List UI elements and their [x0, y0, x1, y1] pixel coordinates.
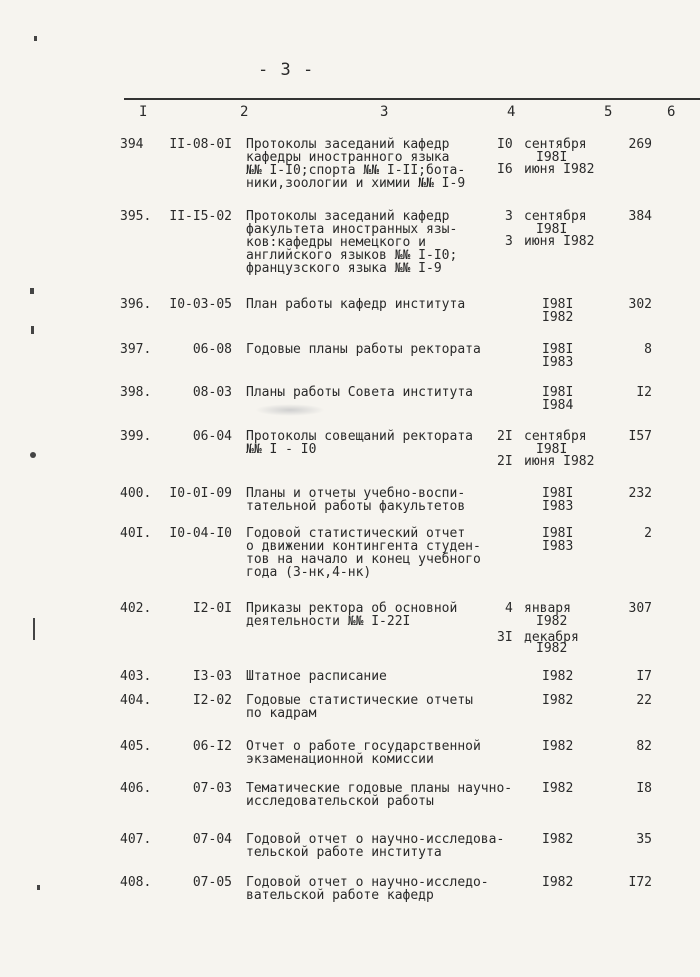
record-code: 06-I2 [192, 739, 232, 754]
record-title-line: года (3-нк,4-нк) [246, 565, 372, 580]
record-title-line: вательской работе кафедр [246, 888, 434, 903]
record-title-line: Годовой статистический отчет [246, 526, 466, 541]
column-number: 3 [380, 104, 389, 120]
record-title-line: факультета иностранных язы- [246, 222, 458, 237]
record-date-text: I983 [542, 499, 574, 514]
record-number: 406. [120, 781, 152, 796]
record-date-day: I6 [497, 162, 513, 177]
record-sheet-count: 307 [628, 601, 652, 616]
record-date-text: января [524, 601, 571, 616]
margin-mark [33, 618, 35, 640]
record-date-day: 2I [497, 454, 513, 469]
record-number: 400. [120, 486, 152, 501]
record-sheet-count: I2 [636, 385, 652, 400]
record-date-text: I98I [542, 385, 574, 400]
record-sheet-count: I72 [628, 875, 652, 890]
record-code: 06-04 [192, 429, 232, 444]
record-code: I0-0I-09 [169, 486, 232, 501]
record-sheet-count: I57 [628, 429, 652, 444]
record-number: 399. [120, 429, 152, 444]
record-sheet-count: 384 [628, 209, 652, 224]
margin-mark [30, 452, 36, 458]
record-date-day: 3 [505, 234, 513, 249]
record-date-text: декабря [524, 630, 579, 645]
record-title-line: исследовательской работы [246, 794, 434, 809]
record-title-line: Планы и отчеты учебно-воспи- [246, 486, 466, 501]
record-date-text: июня I982 [524, 162, 595, 177]
record-sheet-count: 22 [636, 693, 652, 708]
record-title-line: Годовой отчет о научно-исследо- [246, 875, 489, 890]
record-code: I2-02 [192, 693, 232, 708]
margin-mark [30, 288, 34, 294]
record-date-text: I98I [542, 342, 574, 357]
record-date-text: сентября [524, 209, 587, 224]
record-number: 403. [120, 669, 152, 684]
record-date-text: I982 [542, 310, 574, 325]
margin-mark [34, 36, 37, 41]
record-code: II-I5-02 [169, 209, 232, 224]
record-code: I0-04-I0 [169, 526, 232, 541]
record-sheet-count: 8 [644, 342, 652, 357]
record-date-text: I982 [542, 832, 574, 847]
record-sheet-count: I8 [636, 781, 652, 796]
page-number: - 3 - [258, 60, 315, 80]
record-title-line: английского языков №№ I-I0; [246, 248, 458, 263]
record-title-line: тательной работы факультетов [246, 499, 466, 514]
record-date-text: I982 [542, 693, 574, 708]
record-title-line: Протоколы заседаний кафедр [246, 209, 450, 224]
record-number: 402. [120, 601, 152, 616]
record-code: I0-03-05 [169, 297, 232, 312]
record-sheet-count: I7 [636, 669, 652, 684]
record-date-text: I983 [542, 355, 574, 370]
record-date-text: I983 [542, 539, 574, 554]
record-date-text: июня I982 [524, 454, 595, 469]
record-sheet-count: 82 [636, 739, 652, 754]
record-title-line: Штатное расписание [246, 669, 387, 684]
record-date-day: I0 [497, 137, 513, 152]
record-title-line: тельской работе института [246, 845, 442, 860]
record-sheet-count: 35 [636, 832, 652, 847]
record-sheet-count: 302 [628, 297, 652, 312]
record-title-line: Отчет о работе государственной [246, 739, 481, 754]
record-number: 397. [120, 342, 152, 357]
record-title-line: о движении контингента студен- [246, 539, 481, 554]
record-title-line: ков:кафедры немецкого и [246, 235, 427, 250]
header-rule [124, 98, 700, 100]
record-date-text: июня I982 [524, 234, 595, 249]
record-title-line: экзаменационной комиссии [246, 752, 434, 767]
record-title-line: №№ I-I0;спорта №№ I-II;бота- [246, 163, 466, 178]
record-code: I3-03 [192, 669, 232, 684]
record-title-line: Годовой отчет о научно-исследова- [246, 832, 505, 847]
record-title-line: Протоколы заседаний кафедр [246, 137, 450, 152]
record-date-text: I982 [542, 669, 574, 684]
record-date-day: 3I [497, 630, 513, 645]
record-number: 396. [120, 297, 152, 312]
record-date-text: I98I [536, 222, 568, 237]
record-date-text: I982 [542, 875, 574, 890]
record-number: 395. [120, 209, 152, 224]
record-code: 07-03 [192, 781, 232, 796]
margin-mark [31, 326, 34, 334]
record-date-text: I98I [542, 486, 574, 501]
record-date-text: I984 [542, 398, 574, 413]
record-date-text: I982 [542, 739, 574, 754]
ink-smudge [255, 404, 325, 416]
record-title-line: тов на начало и конец учебного [246, 552, 481, 567]
record-date-text: I98I [536, 150, 568, 165]
column-number: 5 [604, 104, 613, 120]
record-date-day: 3 [505, 209, 513, 224]
record-number: 407. [120, 832, 152, 847]
record-number: 394 [120, 137, 144, 152]
record-title-line: ники,зоологии и химии №№ I-9 [246, 176, 466, 191]
record-title-line: Годовые статистические отчеты [246, 693, 473, 708]
record-title-line: Годовые планы работы ректората [246, 342, 481, 357]
column-number: 2 [240, 104, 249, 120]
record-title-line: №№ I - I0 [246, 442, 317, 457]
record-sheet-count: 2 [644, 526, 652, 541]
record-date-text: сентября [524, 429, 587, 444]
record-date-day: 4 [505, 601, 513, 616]
record-date-text: I98I [536, 442, 568, 457]
record-date-text: I98I [542, 526, 574, 541]
record-title-line: французского языка №№ I-9 [246, 261, 442, 276]
record-number: 40I. [120, 526, 152, 541]
record-date-text: I982 [536, 641, 568, 656]
column-number: I [139, 104, 148, 120]
record-date-text: I98I [542, 297, 574, 312]
record-title-line: План работы кафедр института [246, 297, 466, 312]
record-date-text: сентября [524, 137, 587, 152]
record-number: 405. [120, 739, 152, 754]
record-date-text: I982 [542, 781, 574, 796]
record-title-line: Протоколы совещаний ректората [246, 429, 473, 444]
record-title-line: Планы работы Совета института [246, 385, 473, 400]
column-number: 6 [667, 104, 676, 120]
record-title-line: Приказы ректора об основной [246, 601, 458, 616]
record-code: 08-03 [192, 385, 232, 400]
record-sheet-count: 269 [628, 137, 652, 152]
column-number: 4 [507, 104, 516, 120]
record-code: I2-0I [192, 601, 232, 616]
record-title-line: кафедры иностранного языка [246, 150, 450, 165]
record-date-day: 2I [497, 429, 513, 444]
record-number: 408. [120, 875, 152, 890]
record-sheet-count: 232 [628, 486, 652, 501]
record-code: 07-05 [192, 875, 232, 890]
record-date-text: I982 [536, 614, 568, 629]
record-title-line: деятельности №№ I-22I [246, 614, 411, 629]
record-code: 06-08 [192, 342, 232, 357]
record-number: 398. [120, 385, 152, 400]
record-code: II-08-0I [169, 137, 232, 152]
record-code: 07-04 [192, 832, 232, 847]
record-number: 404. [120, 693, 152, 708]
margin-mark [37, 885, 40, 890]
record-title-line: по кадрам [246, 706, 317, 721]
record-title-line: Тематические годовые планы научно- [246, 781, 513, 796]
